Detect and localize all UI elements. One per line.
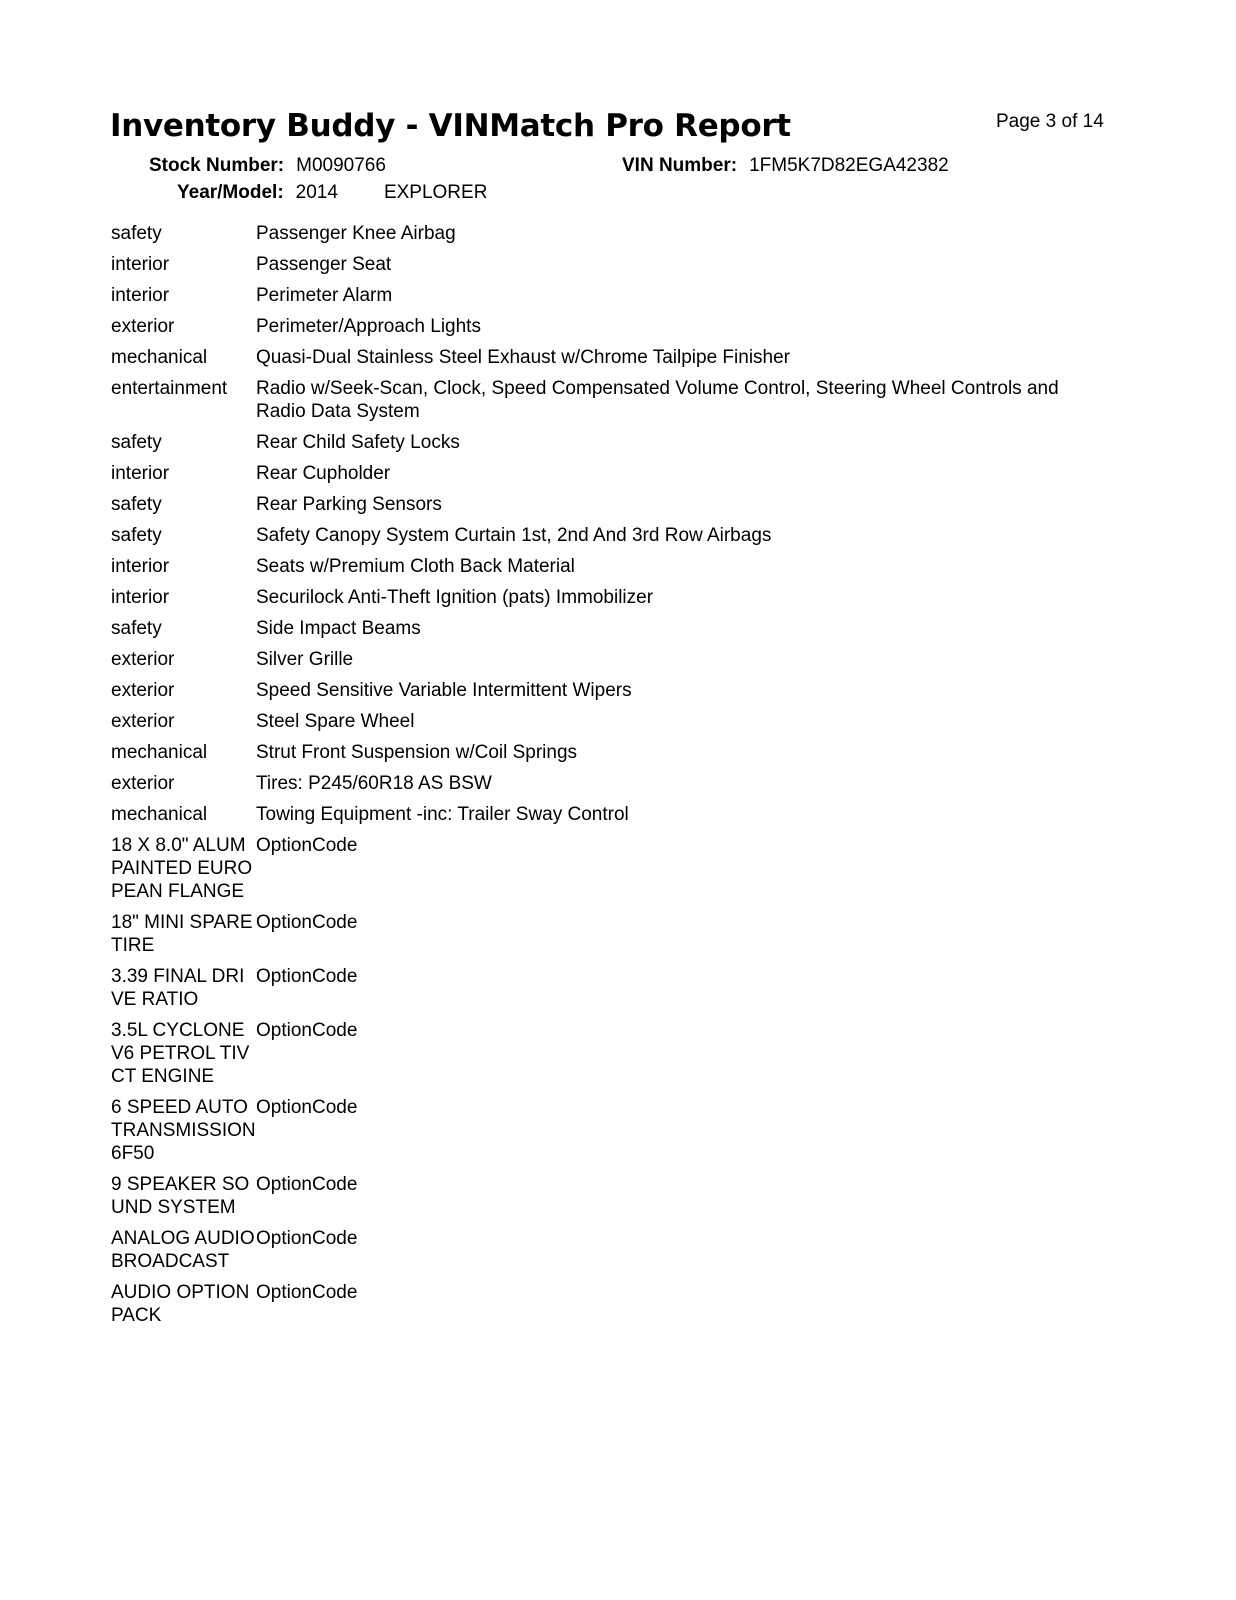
vin-number-label: VIN Number: [622,155,738,176]
feature-list [111,218,1111,1331]
option-row [111,1015,1111,1092]
feature-row [111,551,1111,582]
feature-category: mechanical [111,742,208,763]
option-name: 9 SPEAKER SOUND SYSTEM [111,1174,250,1218]
option-name: 3.5L CYCLONE V6 PETROL TIVCT ENGINE [111,1020,250,1087]
option-row [111,1092,1111,1169]
feature-description: Silver Grille [256,649,354,670]
feature-row [111,582,1111,613]
feature-description: Strut Front Suspension w/Coil Springs [256,742,578,763]
feature-row [111,489,1111,520]
year-value: 2014 [295,182,338,203]
feature-row [111,644,1111,675]
option-name: AUDIO OPTION PACK [111,1282,250,1326]
model-value: EXPLORER [383,182,488,203]
year-model-label: Year/Model: [177,182,284,203]
feature-row [111,427,1111,458]
stock-number-label: Stock Number: [149,155,285,176]
feature-row [111,458,1111,489]
feature-description: Passenger Knee Airbag [256,223,456,244]
option-name: 3.39 FINAL DRIVE RATIO [111,966,245,1010]
vin-number-value: 1FM5K7D82EGA42382 [749,155,949,176]
option-type: OptionCode [256,1228,358,1249]
report-title: Inventory Buddy - VINMatch Pro Report [110,108,791,144]
feature-row [111,768,1111,799]
option-type: OptionCode [256,1282,358,1303]
option-row [111,961,1111,1015]
feature-category: exterior [111,711,175,732]
feature-category: safety [111,525,162,546]
feature-category: safety [111,494,162,515]
feature-description: Speed Sensitive Variable Intermittent Wipers [256,680,632,701]
feature-row [111,342,1111,373]
option-type: OptionCode [256,1097,358,1118]
feature-description: Radio w/Seek-Scan, Clock, Speed Compensated Volume Control, Steering Wheel Controls and Radio Data System [256,378,1059,422]
stock-number-field [149,155,386,177]
feature-row [111,520,1111,551]
feature-description: Tires: P245/60R18 AS BSW [256,773,492,794]
feature-description: Towing Equipment -inc: Trailer Sway Control [256,804,629,825]
feature-description: Rear Cupholder [256,463,391,484]
option-name: 18 X 8.0" ALUM PAINTED EUROPEAN FLANGE [111,835,253,902]
feature-category: interior [111,285,170,306]
feature-row [111,799,1111,830]
option-type: OptionCode [256,912,358,933]
feature-category: exterior [111,316,175,337]
option-row [111,1277,1111,1331]
feature-category: exterior [111,680,175,701]
year-model-field [177,182,487,204]
feature-description: Side Impact Beams [256,618,421,639]
feature-row [111,373,1111,427]
feature-row [111,249,1111,280]
feature-description: Seats w/Premium Cloth Back Material [256,556,575,577]
feature-category: mechanical [111,804,208,825]
page-number: Page 3 of 14 [996,111,1104,132]
feature-row [111,706,1111,737]
stock-number-value: M0090766 [296,155,386,176]
option-row [111,1223,1111,1277]
option-row [111,830,1111,907]
option-type: OptionCode [256,1020,358,1041]
option-type: OptionCode [256,835,358,856]
feature-category: exterior [111,773,175,794]
option-row [111,907,1111,961]
feature-description: Quasi-Dual Stainless Steel Exhaust w/Chrome Tailpipe Finisher [256,347,791,368]
option-name: ANALOG AUDIO BROADCAST [111,1228,255,1272]
option-type: OptionCode [256,966,358,987]
option-row [111,1169,1111,1223]
option-type: OptionCode [256,1174,358,1195]
feature-description: Perimeter Alarm [256,285,393,306]
feature-description: Rear Parking Sensors [256,494,442,515]
option-name: 6 SPEED AUTO TRANSMISSION 6F50 [111,1097,256,1164]
feature-row [111,737,1111,768]
feature-category: entertainment [111,378,228,399]
feature-description: Steel Spare Wheel [256,711,415,732]
feature-category: safety [111,223,162,244]
feature-category: mechanical [111,347,208,368]
feature-row [111,218,1111,249]
feature-category: exterior [111,649,175,670]
feature-row [111,613,1111,644]
feature-description: Rear Child Safety Locks [256,432,460,453]
feature-description: Perimeter/Approach Lights [256,316,481,337]
feature-category: interior [111,556,170,577]
feature-row [111,675,1111,706]
feature-category: interior [111,463,170,484]
feature-row [111,280,1111,311]
feature-description: Safety Canopy System Curtain 1st, 2nd And 3rd Row Airbags [256,525,772,546]
feature-description: Securilock Anti-Theft Ignition (pats) Immobilizer [256,587,654,608]
feature-category: interior [111,254,170,275]
feature-category: safety [111,618,162,639]
feature-row [111,311,1111,342]
option-name: 18" MINI SPARE TIRE [111,912,253,956]
vin-number-field [622,155,949,177]
feature-category: interior [111,587,170,608]
feature-description: Passenger Seat [256,254,392,275]
feature-category: safety [111,432,162,453]
